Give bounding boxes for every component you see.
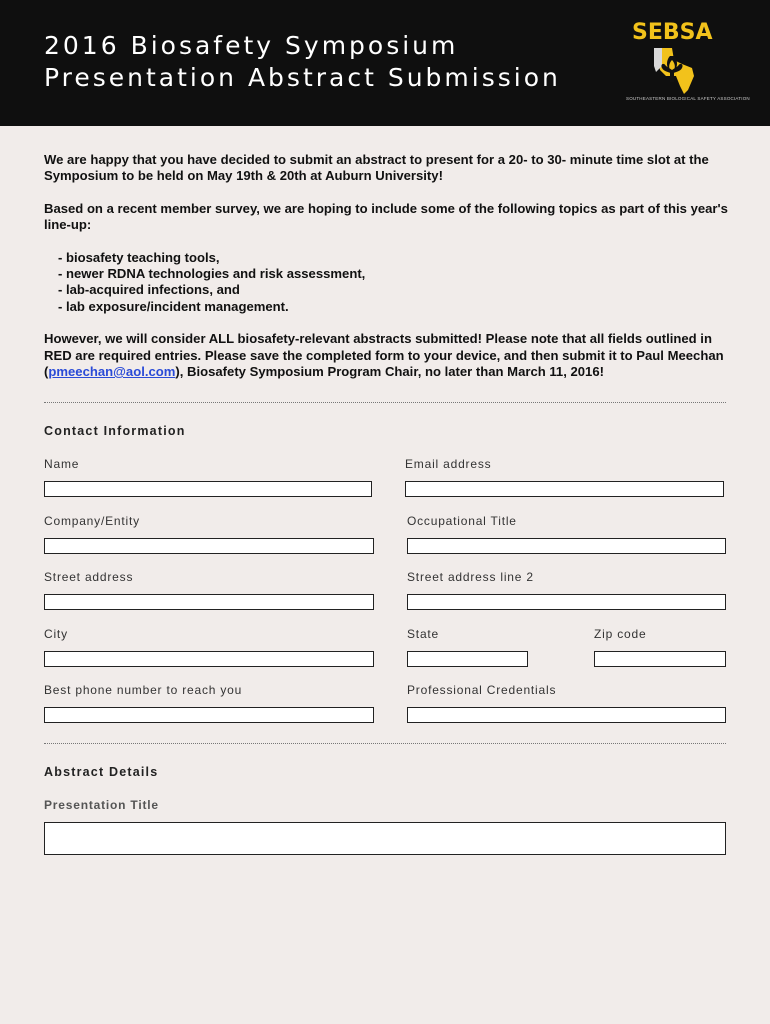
paragraph-3-text-start: However, we will consider ALL biosafety-relevant abstracts submitted! Please note that all fields outlined in RED are required entries. Please save the completed form to your device, and then submit it to Paul Meechan (	[44, 331, 724, 380]
name-label: Name	[44, 457, 80, 471]
state-field[interactable]	[407, 651, 528, 667]
email-input[interactable]	[406, 485, 723, 499]
name-field[interactable]	[44, 481, 372, 497]
street-input[interactable]	[45, 598, 373, 612]
presentation-title-field[interactable]	[44, 822, 726, 855]
logo-subtitle: SOUTHEASTERN BIOLOGICAL SAFETY ASSOCIATION	[626, 96, 750, 101]
presentation-title-input[interactable]	[45, 823, 725, 854]
zip-label: Zip code	[594, 627, 647, 641]
zip-input[interactable]	[595, 655, 725, 669]
intro-paragraph-2: Based on a recent member survey, we are hoping to include some of the following topics as part of this year's line-up:	[44, 200, 728, 233]
street2-input[interactable]	[408, 598, 725, 612]
intro-paragraph-3	[44, 331, 734, 380]
credentials-label: Professional Credentials	[407, 683, 557, 697]
list-item: - newer RDNA technologies and risk assessment,	[58, 266, 366, 282]
state-input[interactable]	[408, 655, 527, 669]
phone-label: Best phone number to reach you	[44, 683, 243, 697]
company-input[interactable]	[45, 542, 373, 556]
contact-section-title: Contact Information	[44, 424, 186, 438]
title-line-1: 2016 Biosafety Symposium	[44, 31, 459, 60]
email-link[interactable]: pmeechan@aol.com	[48, 364, 176, 380]
street-label: Street address	[44, 570, 134, 584]
zip-field[interactable]	[594, 651, 726, 667]
presentation-title-label: Presentation Title	[44, 798, 159, 812]
sebsa-logo	[624, 20, 750, 112]
page-title	[44, 30, 561, 94]
street2-field[interactable]	[407, 594, 726, 610]
city-input[interactable]	[45, 655, 373, 669]
page-header	[0, 0, 770, 126]
section-divider	[44, 402, 726, 403]
topics-list	[44, 250, 734, 316]
list-item: - lab-acquired infections, and	[58, 282, 240, 298]
list-item: - lab exposure/incident management.	[58, 298, 289, 314]
phone-input[interactable]	[45, 711, 373, 725]
intro-text	[44, 152, 734, 396]
abstract-section-title: Abstract Details	[44, 765, 159, 779]
street-field[interactable]	[44, 594, 374, 610]
section-divider	[44, 743, 726, 744]
intro-paragraph-1: We are happy that you have decided to submit an abstract to present for a 20- to 30- minute time slot at the Symposium to be held on May 19th & 20th at Auburn University!	[44, 152, 709, 184]
occupation-label: Occupational Title	[407, 514, 517, 528]
company-label: Company/Entity	[44, 514, 140, 528]
credentials-input[interactable]	[408, 711, 725, 725]
email-label: Email address	[405, 457, 492, 471]
credentials-field[interactable]	[407, 707, 726, 723]
phone-field[interactable]	[44, 707, 374, 723]
state-label: State	[407, 627, 440, 641]
occupation-field[interactable]	[407, 538, 726, 554]
email-field[interactable]	[405, 481, 724, 497]
name-input[interactable]	[45, 485, 371, 499]
title-line-2: Presentation Abstract Submission	[44, 63, 561, 92]
paragraph-3-text-end: ), Biosafety Symposium Program Chair, no later than March 11, 2016!	[175, 364, 604, 380]
logo-wordmark: SEBSA	[632, 20, 713, 45]
city-field[interactable]	[44, 651, 374, 667]
occupation-input[interactable]	[408, 542, 725, 556]
city-label: City	[44, 627, 68, 641]
street2-label: Street address line 2	[407, 570, 534, 584]
company-field[interactable]	[44, 538, 374, 554]
fleur-de-lis-map-icon	[652, 46, 698, 96]
list-item: - biosafety teaching tools,	[58, 249, 220, 265]
